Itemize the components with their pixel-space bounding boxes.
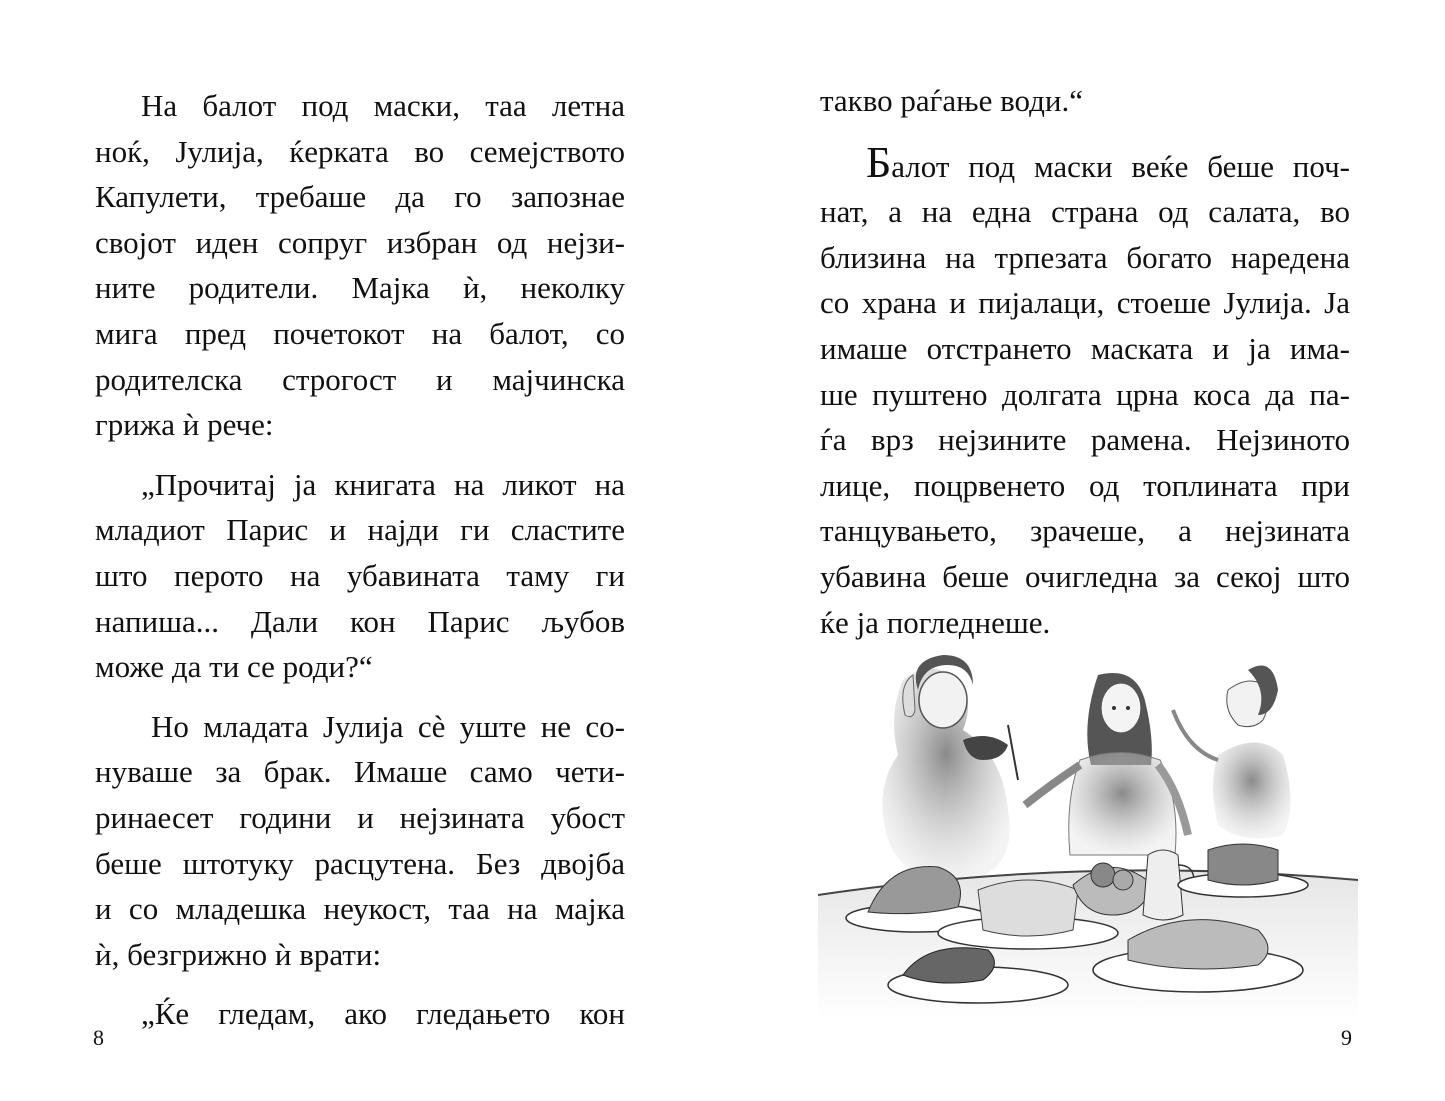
text-line: ќе ја погледнеше. [820,604,1051,640]
dropcap-letter: Б [866,137,892,187]
text-line-dropcap [820,137,1350,190]
page-number: 8 [93,1025,104,1050]
text-line: што перото на убавината таму ги [95,557,625,593]
text-line: На балот под маски, таа летна [141,88,625,123]
text-line: ните родители. Мајка ѝ, неколку [95,270,625,306]
text-fragment: алот под маски веќе беше поч- [891,148,1350,184]
text-line: Капулети, требаше да го запознае [95,179,625,215]
text-line: младиот Парис и најди ги сластите [95,512,625,548]
text-line: такво раѓање води.“ [820,83,1083,118]
text-line: близина на трпезата богато наредена [820,239,1350,275]
juliet-figure [1025,673,1188,855]
text-line: мига пред почетокот на балот, со [95,315,625,351]
woman-right-figure [1173,666,1291,839]
text-line: својот иден сопруг избран од нејзи- [95,224,625,260]
text-line: ше пуштено долгата црна коса да па- [820,376,1350,412]
text-line: „Прочитај ја книгата на ликот на [141,466,625,502]
right-page [722,0,1445,1101]
text-line: грижа ѝ рече: [95,407,274,443]
text-line: родителска строгост и мајчинска [95,361,625,397]
text-line: ринаесет години и нејзината убост [95,799,625,835]
text-line: може да ти се роди?“ [95,649,373,685]
text-line: беше штотуку расцутена. Без двојба [95,845,625,881]
text-line: ноќ, Јулија, ќерката во семејството [95,133,625,169]
text-line: ѓа врз нејзините рамена. Нејзиното [820,422,1350,458]
left-page-text [95,83,625,1037]
text-line: убавина беше очигледна за секој што [820,558,1350,594]
text-line: „Ќе гледам, ако гледањето кон [141,996,625,1032]
right-page-text [820,78,1350,645]
text-line: танцувањето, зрачеше, а нејзината [820,513,1350,549]
text-line: нуваше за брак. Имаше само чети- [95,754,625,790]
text-line: со храна и пијалаци, стоеше Јулија. Ја [820,285,1350,321]
text-line: напиша... Дали кон Парис љубов [95,603,625,639]
banquet-illustration [818,650,1358,1020]
left-page [0,0,722,1101]
text-line: нат, а на една страна од салата, во [820,194,1350,230]
text-line: имаше отстрането маската и ја има- [820,330,1350,366]
page-number: 9 [1341,1025,1352,1050]
text-line: Но младата Јулија сѐ уште не со- [151,708,625,744]
text-line: и со младешка неукост, таа на мајка [95,891,625,927]
text-line: ѝ, безгрижно ѝ врати: [95,936,382,972]
text-line: лице, поцрвенето од топлината при [820,467,1350,503]
woman-left-figure [882,655,1018,882]
